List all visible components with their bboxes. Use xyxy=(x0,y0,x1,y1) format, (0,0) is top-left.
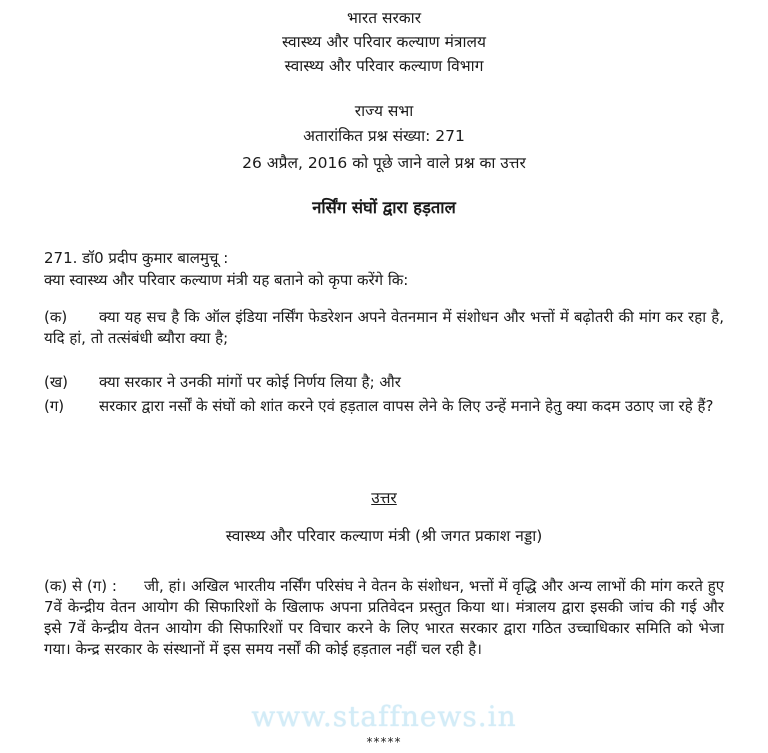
minister-name: स्वास्थ्य और परिवार कल्याण मंत्री (श्री जगत प्रकाश नड्डा) xyxy=(225,527,543,545)
question-label: (ख) xyxy=(44,373,68,391)
question-label: (क) xyxy=(44,308,68,326)
question-intro: क्या स्वास्थ्य और परिवार कल्याण मंत्री यह बताने को कृपा करेंगे कि: xyxy=(44,271,409,289)
asker-line: 271. डॉ0 प्रदीप कुमार बालमुचू : xyxy=(44,249,229,267)
end-marker: ***** xyxy=(366,735,402,749)
question-number: अतारांकित प्रश्न संख्या: 271 xyxy=(303,127,465,145)
question-text: सरकार द्वारा नर्सों के संघों को शांत करने एवं हड़ताल वापस लेने के लिए उन्हें मनाने हेतु क्या कदम उठाए जा रहे हैं? xyxy=(99,397,714,415)
question-label: (ग) xyxy=(44,397,65,415)
header-department: स्वास्थ्य और परिवार कल्याण विभाग xyxy=(284,57,484,75)
question-text: क्या सरकार ने उनकी मांगों पर कोई निर्णय लिया है; और xyxy=(99,373,401,391)
answer-text: जी, हां। अखिल भारतीय नर्सिंग परिसंघ ने वेतन के संशोधन, भत्तों में वृद्धि और अन्य लाभों की मांग करते हुए 7वें केन्द्रीय वेतन आयोग की सिफारिशों के खिलाफ अपना प्रतिवेदन प्रस्तुत किया था। मंत्रालय द्वारा इसकी जांच की गई और इसे 7वें केन्द्रीय वेतन आयोग की सिफारिशों पर विचार करने के लिए भारत सरकार द्वारा गठित उच्चाधिकार समिति को भेजा गया। केन्द्र सरकार के संस्थानों में इस समय नर्सों की कोई हड़ताल नहीं चल रही है। xyxy=(44,577,724,658)
answer-heading: उत्तर xyxy=(371,489,397,507)
watermark: www.staffnews.in xyxy=(251,700,517,733)
header-govt: भारत सरकार xyxy=(346,9,422,27)
header-ministry: स्वास्थ्य और परिवार कल्याण मंत्रालय xyxy=(282,33,486,51)
answer-date: 26 अप्रैल, 2016 को पूछे जाने वाले प्रश्न का उत्तर xyxy=(242,154,526,172)
answer-label: (क) से (ग) : xyxy=(44,577,117,595)
subject-title: नर्सिंग संघों द्वारा हड़ताल xyxy=(312,198,456,217)
question-text: क्या यह सच है कि ऑल इंडिया नर्सिंग फेडरेशन अपने वेतनमान में संशोधन और भत्तों में बढ़ोतरी की मांग कर रहा है, यदि हां, तो तत्संबंधी ब्यौरा क्या है; xyxy=(44,308,724,347)
house-name: राज्य सभा xyxy=(354,102,414,120)
